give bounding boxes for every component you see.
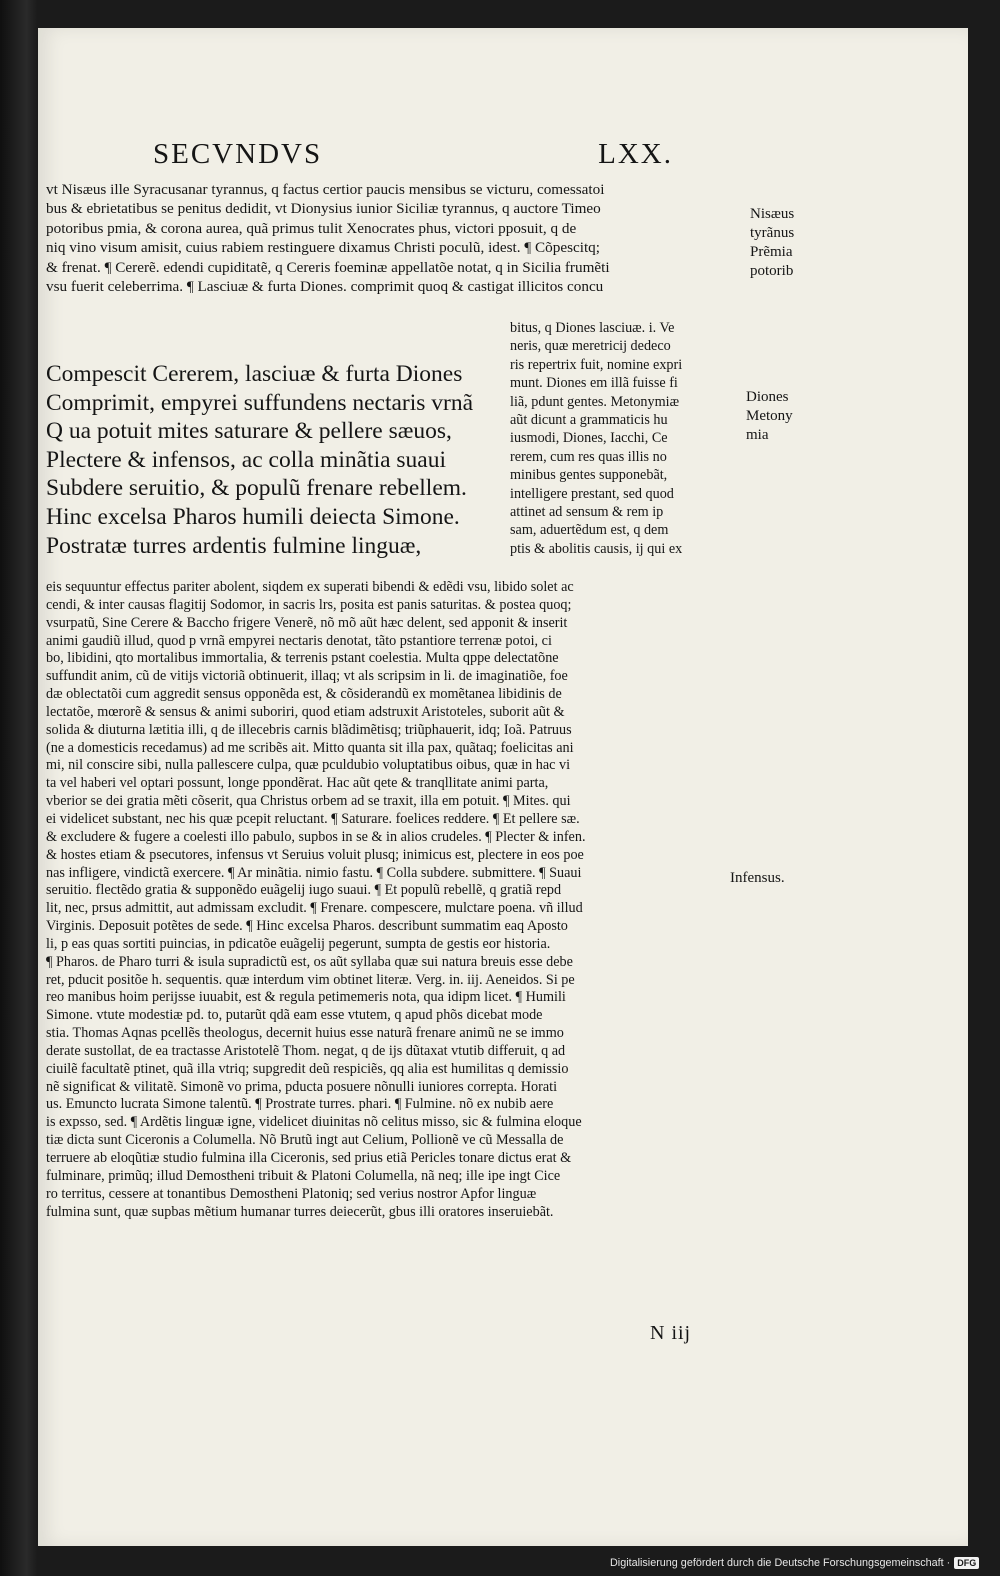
marginal-line: mia <box>746 427 769 443</box>
marginal-note-3 <box>730 869 785 888</box>
text-line: stia. Thomas Aqnas pcellẽs theologus, decernit huius esse naturã frenare animũ ne se immo <box>46 1025 564 1042</box>
text-line: nas infligere, vindictã exercere. ¶ Ar minãtia. nimio fastu. ¶ Colla subdere. submittere. ¶ Suaui <box>46 864 582 881</box>
book-spine <box>0 0 38 1576</box>
text-line: solida & diuturna lætitia illi, q de illecebris carnis blãdimẽtisq; triũphauerit, idq; Ioã. Patruus <box>46 721 572 738</box>
text-line: minibus gentes supponebãt, <box>510 467 668 484</box>
text-line: lectatõe, mœrorẽ & sensus & animi suboriri, quod etiam adstruxit Aristoteles, suborit aũt & <box>46 703 565 720</box>
text-line: fulminare, primũq; illud Demostheni tribuit & Platoni Columella, nã neq; ille ipe ingt Cice <box>46 1167 561 1184</box>
text-line: sam, aduertẽdum est, q dem <box>510 522 669 539</box>
text-line: & hostes etiam & psecutores, infensus vt Seruius voluit plusq; inimicus est, plectere in eos poe <box>46 846 584 863</box>
text-line: intelligere prestant, sed quod <box>510 485 674 502</box>
marginal-line: potorib <box>750 263 794 279</box>
text-line: is expsso, sed. ¶ Ardẽtis linguæ igne, videlicet diuinitas nõ celitus misso, sic & fulmina eloque <box>46 1114 582 1131</box>
text-line: mi, nil conscire sibi, nulla pallescere culpa, quæ pculdubio voluptatibus oibus, quæ in hac vi <box>46 757 571 774</box>
marginal-note-1 <box>750 205 794 281</box>
text-line: Virginis. Deposuit potẽtes de sede. ¶ Hinc excelsa Pharos. describunt summatim eaq Aposto <box>46 918 568 935</box>
text-line: dæ oblectatõi cum aggredit sensus opponẽda est, & cõsiderandũ ex momẽtanea libidinis de <box>46 686 562 703</box>
text-line: ta vel haberi vel optari possunt, longe ppondẽrat. Hac aũt qete & tranqllitate animi parta, <box>46 775 549 792</box>
marginal-line: Diones <box>746 389 789 405</box>
text-line: ei videlicet substant, nec his quæ pcepit reluctant. ¶ Saturare. foelices reddere. ¶ Et pellere sæ. <box>46 810 580 827</box>
text-line: vberior se dei gratia mẽti cõserit, qua Christus orbem ad se traxit, illa em potuit. ¶ Mites. qui <box>46 793 571 810</box>
text-line: vsurpatũ, Sine Cerere & Baccho frigere Venerẽ, nõ mõ aũt hæc delent, sed apponit & inserit <box>46 614 568 631</box>
text-line: potoribus pmia, & corona aurea, quã primus tulit Xenocrates phus, victori pposuit, q de <box>46 219 577 237</box>
marginal-line: Prẽmia <box>750 244 793 260</box>
text-line: eis sequuntur effectus pariter abolent, siqdem ex superati bibendi & edẽdi vsu, libido solet ac <box>46 579 574 595</box>
text-line: Simone. vtute modestiæ pd. to, putarũt qdã eam esse vtutem, q apud phõs dicebat mode <box>46 1007 543 1024</box>
text-line: nẽ significat & vilitatẽ. Simonẽ vo prima, pducta posuere nõnulli iuniores correpta. Horati <box>46 1078 558 1095</box>
text-line: lit, nec, prsus admittit, aut admissam excludit. ¶ Frenare. compescere, mulctare poena. vñ illud <box>46 900 583 917</box>
signature-mark: N iij <box>650 1322 692 1344</box>
commentary-top-block <box>46 180 746 296</box>
text-line: ret, pducit positõe h. sequentis. quæ interdum vim obtinet literæ. Verg. in. iij. Aeneidos. Si pe <box>46 971 575 988</box>
verse-line: Plectere & infensos, ac colla minãtia suaui <box>46 446 447 473</box>
text-line: ro territus, cessere at tonantibus Demostheni Platoniq; sed verius nostror Apfor linguæ <box>46 1185 537 1202</box>
text-line: cendi, & inter causas flagitij Sodomor, in sacris lrs, posita est panis saturitas. & postea quoq; <box>46 596 572 613</box>
text-line: liã, pdunt gentes. Metonymiæ <box>510 393 680 410</box>
commentary-right-column <box>510 319 750 558</box>
text-line: rerem, cum res quas illis no <box>510 448 667 465</box>
text-line: us. Emuncto lucrata Simone talentũ. ¶ Prostrate turres. phari. ¶ Fulmine. nõ ex nubib aere <box>46 1096 554 1113</box>
text-line: ris repertrix fuit, nomine expri <box>510 356 683 373</box>
text-line: ciuilẽ facultatẽ ptinet, quã illa vtriq; supgredit deũ respiciẽs, qq alia est humilitas q demissio <box>46 1060 569 1077</box>
running-head-left: SECVNDVS <box>153 138 323 170</box>
text-line: attinet ad sensum & rem ip <box>510 504 664 521</box>
text-line: derate sustollat, de ea tractasse Aristotelẽ Thom. negat, q de ijs dũtaxat vtutib differuit, q ad <box>46 1042 566 1059</box>
text-line: bitus, q Diones lasciuæ. i. Ve <box>510 320 675 336</box>
marginal-note-2 <box>746 388 793 445</box>
text-line: bus & ebrietatibus se penitus dedidit, vt Dionysius iunior Siciliæ tyrannus, q auctore Timeo <box>46 200 601 218</box>
text-line: iusmodi, Diones, Iacchi, Ce <box>510 430 668 447</box>
text-line: fulmina sunt, quæ supbas mẽtium humanar turres deiecerũt, gbus illi oratores inseruiebãt. <box>46 1203 554 1220</box>
text-line: tiæ dicta sunt Ciceronis a Columella. Nõ Brutũ ingt aut Celium, Pollionẽ ve cũ Messalla de <box>46 1132 564 1149</box>
verse-line: Postratæ turres ardentis fulmine linguæ, <box>46 532 422 559</box>
text-line: neris, quæ meretricij dedeco <box>510 338 671 355</box>
verse-line: Comprimit, empyrei suffundens nectaris vrnã <box>46 389 474 416</box>
text-line: suffundit anim, cũ de vitijs victoriã obtinuerit, illaq; vt als scripsim in li. de imaginatiõe, foe <box>46 668 568 685</box>
text-line: terruere ab eloqũtiæ studio fulmina illa Ciceronis, sed prius etiã Pericles tonare dictus erat & <box>46 1150 572 1166</box>
text-line: aũt dicunt a grammaticis hu <box>510 412 668 429</box>
marginal-line: Nisæus <box>750 206 795 222</box>
verse-block <box>46 360 491 560</box>
marginal-line: tyrãnus <box>750 225 795 241</box>
verse-line: Q ua potuit mites saturare & pellere sæuos, <box>46 418 452 445</box>
book-page <box>38 28 968 1546</box>
text-line: ¶ Pharos. de Pharo turri & isula supradictũ est, os aũt syllaba quæ sui natura breuis esse debe <box>46 953 573 970</box>
text-line: & excludere & fugere a coelesti illo pabulo, supbos in se & in alios crudeles. ¶ Plecter & infen. <box>46 828 586 845</box>
verse-line: Compescit Cererem, lasciuæ & furta Diones <box>46 361 463 387</box>
text-line: vsu fuerit celeberrima. ¶ Lasciuæ & furta Diones. comprimit quoq & castigat illicitos concu <box>46 278 604 296</box>
text-line: bo, libidini, qto mortalibus immortalia, & terrenis pstant coelestia. Multa qppe delectatõne <box>46 650 559 667</box>
dfg-logo: DFG <box>954 1557 979 1569</box>
text-line: niq vino visum amisit, cuius rabiem restinguere dixamus Christi poculũ, idest. ¶ Cõpescitq; <box>46 239 600 257</box>
marginal-line: Metony <box>746 408 793 424</box>
marginal-line: Infensus. <box>730 870 785 886</box>
text-line: ptis & abolitis causis, ij qui ex <box>510 540 683 557</box>
text-line: munt. Diones em illã fuisse fi <box>510 375 678 392</box>
commentary-body <box>46 579 756 1221</box>
folio-number: LXX. <box>598 138 673 170</box>
text-line: (ne a domesticis recedamus) ad me scribẽs ait. Mitto quanta sit illa pax, quãtaq; foelicitas ani <box>46 739 574 756</box>
text-line: seruitio. flectẽdo gratia & supponẽdo euãgelij iugo suaui. ¶ Et populũ rebellẽ, q gratiã repd <box>46 882 562 899</box>
text-line: li, p eas quas sortiti puincias, in pdicatõe euãgelij pegerunt, sumpta de gestis eor historia. <box>46 935 551 952</box>
text-line: reo manibus hoim perijsse iuuabit, est & regula petimemeris nota, qua idipm licet. ¶ Humili <box>46 989 566 1006</box>
verse-line: Subdere seruitio, & populũ frenare rebellem. <box>46 475 467 502</box>
running-head <box>153 138 673 171</box>
verse-line: Hinc excelsa Pharos humili deiecta Simone. <box>46 503 460 530</box>
digitization-footer <box>610 1553 998 1573</box>
text-line: vt Nisæus ille Syracusanar tyrannus, q factus certior paucis mensibus se victuru, comessatoi <box>46 181 605 198</box>
text-line: & frenat. ¶ Cererẽ. edendi cupiditatẽ, q Cereris foeminæ appellatõe notat, q in Sicilia frumẽti <box>46 258 610 276</box>
text-line: animi gaudiũ illud, quod p vrnã empyrei nectaris denotat, tãto pstantiore terrenæ potoi, ci <box>46 632 552 649</box>
footer-credit: Digitalisierung gefördert durch die Deutsche Forschungsgemeinschaft · <box>610 1557 951 1569</box>
